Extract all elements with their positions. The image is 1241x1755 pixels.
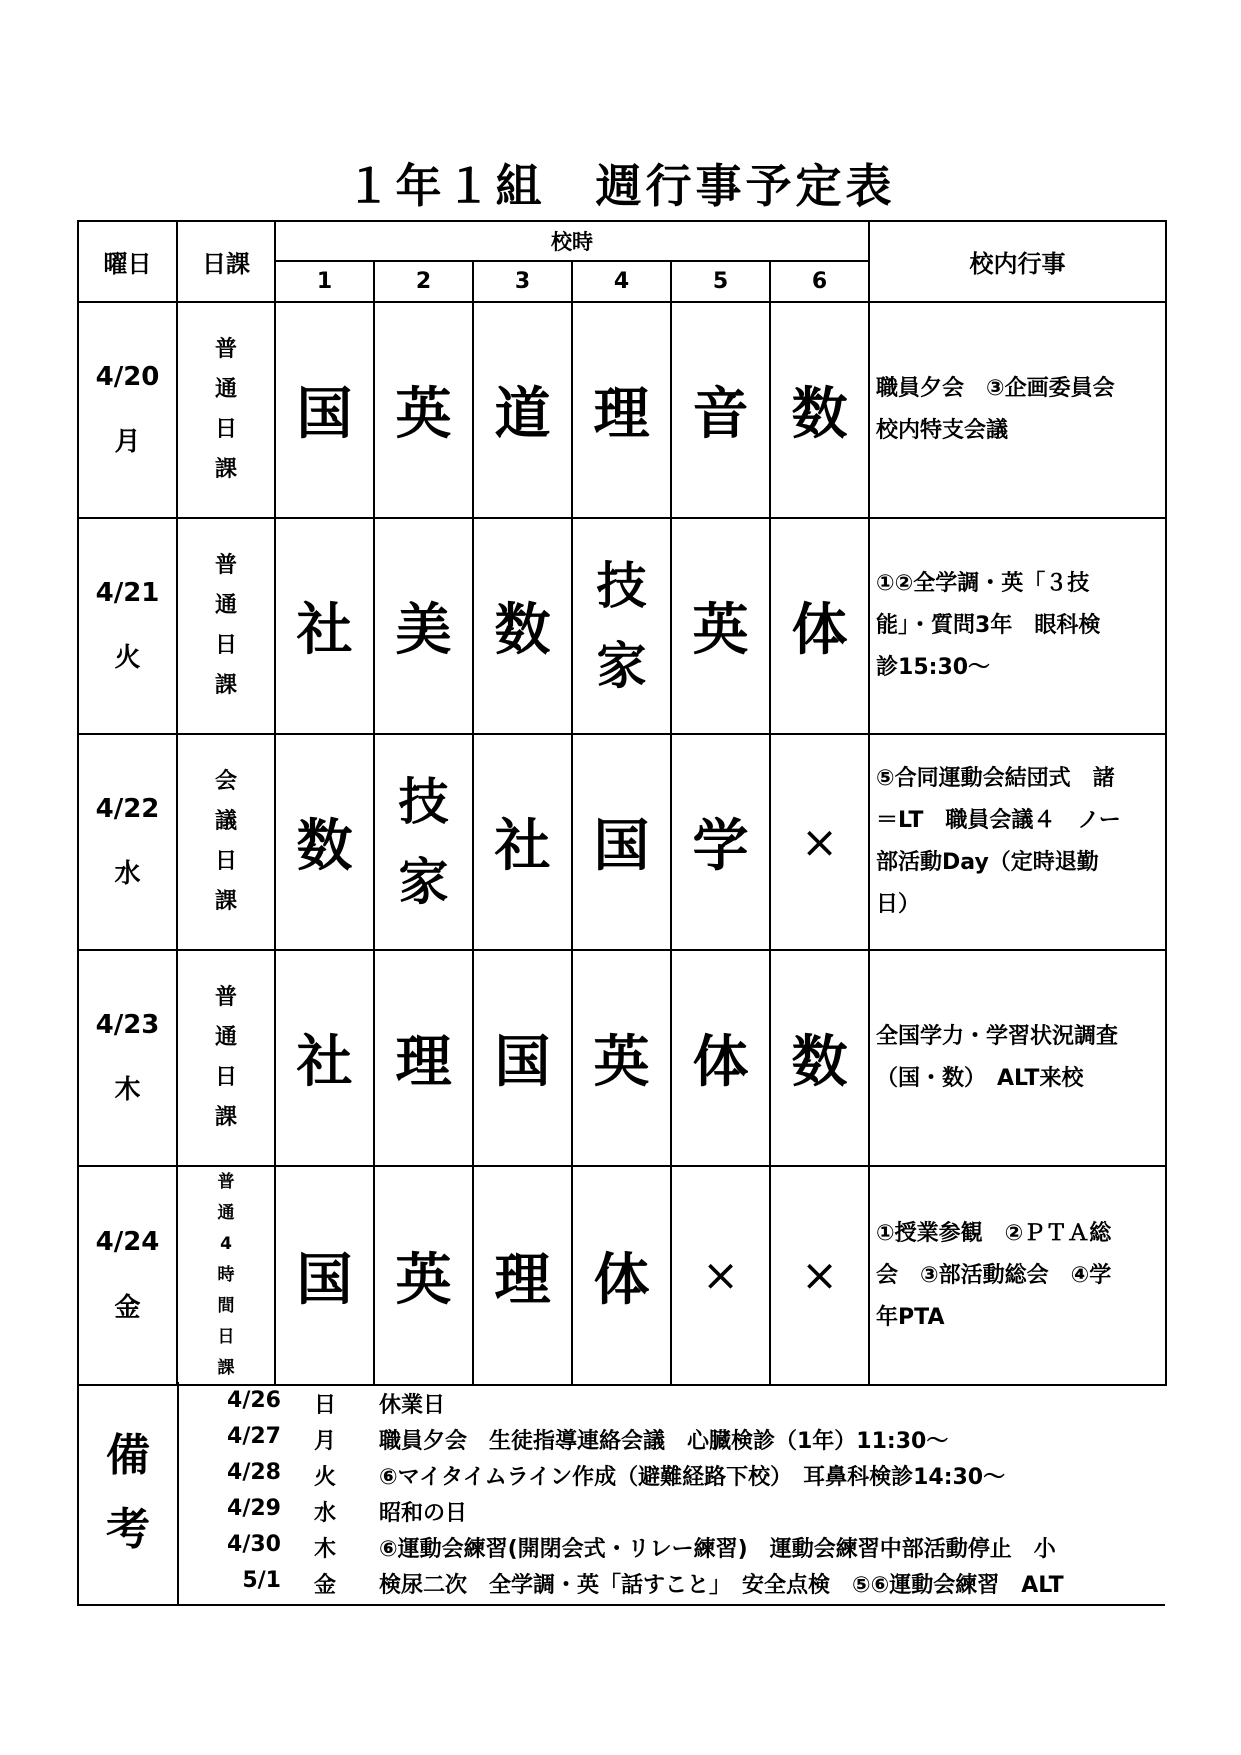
subject-cell: 英 (671, 518, 770, 734)
school-event-line: 診15:30～ (876, 655, 991, 680)
period-number: 2 (374, 261, 473, 302)
school-event-line: 能」・質問3年 眼科検 (876, 613, 1101, 638)
day-date-cell (78, 950, 177, 1166)
day-date: 4/23 (95, 1009, 160, 1040)
period-number: 6 (770, 261, 869, 302)
school-event-line: 職員夕会 ③企画委員会 (876, 376, 1115, 401)
subject-cell: × (770, 734, 869, 950)
schedule-table (77, 220, 1167, 1386)
remarks-list (179, 1388, 1165, 1604)
day-date: 4/21 (95, 577, 160, 608)
day-row (78, 518, 1166, 734)
daily-schedule-char: 課 (214, 889, 237, 914)
daily-schedule-type (177, 302, 275, 518)
subject-cell: 英 (374, 302, 473, 518)
remark-text: 検尿二次 全学調・英「話すこと」 安全点検 ⑤⑥運動会練習 ALT (379, 1573, 1064, 1598)
subject-part: 家 (596, 637, 647, 695)
remark-line (179, 1532, 1165, 1568)
period-number: 1 (275, 261, 374, 302)
subject-cell: 学 (671, 734, 770, 950)
remark-date: 4/30 (227, 1532, 281, 1557)
header-weekday: 曜日 (78, 221, 177, 302)
subject-cell: 理 (374, 950, 473, 1166)
subject-cell: 体 (671, 950, 770, 1166)
header-daily: 日課 (177, 221, 275, 302)
school-event-line: 年PTA (876, 1304, 945, 1330)
remark-weekday: 木 (314, 1537, 337, 1562)
subject-cell: × (671, 1166, 770, 1385)
remark-line (179, 1460, 1165, 1496)
daily-schedule-char: 課 (214, 1105, 237, 1130)
day-date-cell (78, 1166, 177, 1385)
daily-schedule-char: 普 (214, 985, 237, 1010)
remark-text: 昭和の日 (379, 1501, 468, 1526)
header-period: 校時 (275, 221, 869, 261)
daily-schedule-char: 日 (214, 1065, 237, 1090)
school-event-cell (869, 734, 1166, 950)
period-number: 5 (671, 261, 770, 302)
daily-schedule-char: 普 (217, 1172, 235, 1192)
daily-schedule-type (177, 1166, 275, 1385)
remark-line (179, 1388, 1165, 1424)
day-row (78, 302, 1166, 518)
remark-line (179, 1424, 1165, 1460)
subject-cell (572, 518, 671, 734)
remarks-label-char: 考 (106, 1504, 150, 1555)
remark-text: ⑥マイタイムライン作成（避難経路下校） 耳鼻科検診14:30～ (379, 1465, 1006, 1490)
day-row (78, 950, 1166, 1166)
subject-part: 家 (398, 853, 449, 911)
school-event-line: ①授業参観 ②ＰＴＡ総 (876, 1220, 1112, 1246)
daily-schedule-char: 普 (214, 553, 237, 578)
daily-schedule-char: 通 (214, 1025, 237, 1050)
daily-schedule-type (177, 950, 275, 1166)
subject-cell: 社 (473, 734, 572, 950)
day-weekday: 火 (114, 643, 141, 673)
daily-schedule-char: 4 (220, 1234, 232, 1254)
subject-part: 技 (398, 773, 449, 831)
remark-date: 4/27 (227, 1424, 281, 1449)
day-date: 4/20 (95, 361, 160, 392)
remark-weekday: 火 (314, 1465, 337, 1490)
subject-cell: 数 (473, 518, 572, 734)
day-date: 4/22 (95, 793, 160, 824)
subject-cell: 英 (572, 950, 671, 1166)
subject-cell: 理 (572, 302, 671, 518)
school-event-cell (869, 950, 1166, 1166)
school-event-cell (869, 518, 1166, 734)
remark-date: 5/1 (242, 1568, 281, 1593)
daily-schedule-char: 課 (217, 1358, 235, 1378)
day-weekday: 木 (114, 1075, 141, 1105)
subject-cell: 英 (374, 1166, 473, 1385)
remark-weekday: 日 (314, 1393, 337, 1418)
remark-date: 4/28 (227, 1460, 281, 1485)
daily-schedule-char: 普 (214, 337, 237, 362)
school-event-line: ⑤合同運動会結団式 諸 (876, 766, 1115, 791)
daily-schedule-char: 議 (214, 809, 237, 834)
school-event-line: ＝LT 職員会議４ ノー (876, 808, 1121, 833)
remark-date: 4/29 (227, 1496, 281, 1521)
school-event-line: 会 ③部活動総会 ④学 (876, 1262, 1112, 1288)
daily-schedule-char: 通 (214, 593, 237, 618)
subject-cell: 数 (770, 302, 869, 518)
daily-schedule-type (177, 734, 275, 950)
remarks-section (77, 1382, 1165, 1606)
subject-cell: 国 (275, 302, 374, 518)
remarks-label (79, 1382, 179, 1604)
subject-cell: 体 (572, 1166, 671, 1385)
remark-text: 職員夕会 生徒指導連絡会議 心臓検診（1年）11:30～ (379, 1429, 949, 1454)
remark-weekday: 金 (314, 1573, 337, 1598)
day-date: 4/24 (95, 1227, 160, 1258)
daily-schedule-char: 会 (214, 769, 237, 794)
school-event-line: 全国学力・学習状況調査 (876, 1024, 1119, 1049)
subject-cell: 国 (572, 734, 671, 950)
day-weekday: 月 (114, 427, 141, 457)
remarks-label-char: 備 (106, 1430, 150, 1481)
subject-cell: 美 (374, 518, 473, 734)
school-event-cell (869, 302, 1166, 518)
daily-schedule-char: 通 (217, 1203, 235, 1223)
day-date-cell (78, 734, 177, 950)
daily-schedule-char: 日 (214, 417, 237, 442)
remark-line (179, 1496, 1165, 1532)
daily-schedule-char: 日 (214, 633, 237, 658)
school-event-line: 校内特支会議 (876, 418, 1009, 443)
day-weekday: 金 (114, 1292, 141, 1323)
subject-cell: 道 (473, 302, 572, 518)
school-event-line: ①②全学調・英「３技 (876, 571, 1090, 596)
subject-cell: × (770, 1166, 869, 1385)
period-number: 4 (572, 261, 671, 302)
school-event-line: （国・数） ALT来校 (876, 1066, 1084, 1091)
subject-cell: 数 (770, 950, 869, 1166)
day-row (78, 1166, 1166, 1385)
subject-cell: 数 (275, 734, 374, 950)
subject-cell: 音 (671, 302, 770, 518)
period-number: 3 (473, 261, 572, 302)
daily-schedule-char: 間 (217, 1296, 235, 1316)
daily-schedule-char: 日 (214, 849, 237, 874)
subject-cell: 社 (275, 518, 374, 734)
subject-cell: 体 (770, 518, 869, 734)
subject-cell: 国 (473, 950, 572, 1166)
remark-text: ⑥運動会練習(開閉会式・リレー練習) 運動会練習中部活動停止 小 (379, 1537, 1056, 1562)
daily-schedule-char: 日 (217, 1327, 235, 1347)
school-event-line: 日） (876, 892, 921, 917)
day-weekday: 水 (114, 859, 141, 889)
daily-schedule-char: 時 (217, 1265, 235, 1285)
header-events: 校内行事 (869, 221, 1166, 302)
day-date-cell (78, 518, 177, 734)
remark-line (179, 1568, 1165, 1604)
daily-schedule-type (177, 518, 275, 734)
subject-cell: 社 (275, 950, 374, 1166)
subject-cell: 国 (275, 1166, 374, 1385)
day-date-cell (78, 302, 177, 518)
day-row (78, 734, 1166, 950)
subject-cell: 理 (473, 1166, 572, 1385)
subject-part: 技 (596, 557, 647, 615)
remark-weekday: 水 (314, 1501, 337, 1526)
remark-text: 休業日 (379, 1393, 446, 1418)
remark-weekday: 月 (314, 1429, 337, 1454)
page-title: １年１組 週行事予定表 (345, 159, 896, 213)
remark-date: 4/26 (227, 1388, 281, 1413)
school-event-line: 部活動Day（定時退勤 (876, 850, 1099, 875)
subject-cell (374, 734, 473, 950)
daily-schedule-char: 課 (214, 457, 237, 482)
school-event-cell (869, 1166, 1166, 1385)
daily-schedule-char: 課 (214, 673, 237, 698)
daily-schedule-char: 通 (214, 377, 237, 402)
